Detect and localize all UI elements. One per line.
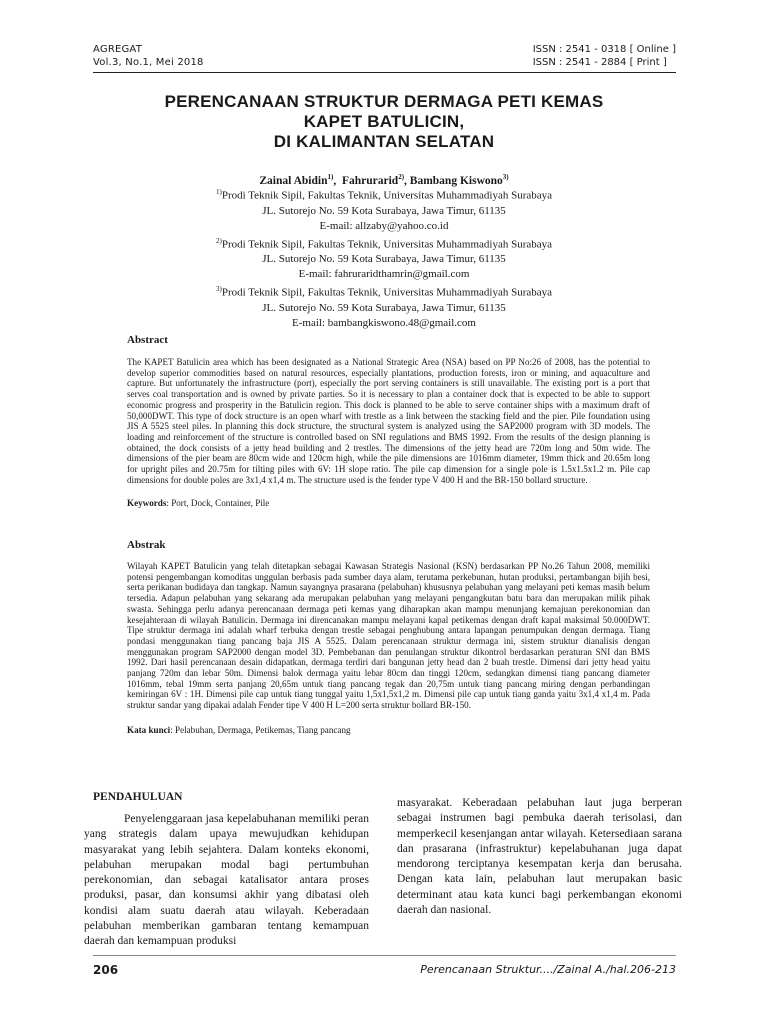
affiliation-address: JL. Sutorejo No. 59 Kota Surabaya, Jawa Timur, 61135 <box>262 301 506 314</box>
kata-kunci-line <box>127 725 650 736</box>
affiliation-3 <box>90 282 678 331</box>
author-list: Zainal Abidin$^{1)}$, Fahrurarid$^{2)}$, Bambang Kiswono$^{3)}$ <box>259 173 509 187</box>
author-sup: 1) <box>327 173 334 181</box>
keywords-line <box>127 498 650 509</box>
footer-divider <box>93 955 676 956</box>
title-line-1: PERENCANAAN STRUKTUR DERMAGA PETI KEMAS <box>164 92 604 111</box>
affiliation-sup: 1) <box>216 188 222 196</box>
author-sup: 3) <box>502 173 509 181</box>
title-line-2: KAPET BATULICIN, <box>303 112 465 131</box>
affiliation-institution: Prodi Teknik Sipil, Fakultas Teknik, Universitas Muhammadiyah Surabaya <box>221 238 552 251</box>
affiliation-institution: Prodi Teknik Sipil, Fakultas Teknik, Universitas Muhammadiyah Surabaya <box>221 286 552 299</box>
keywords-values: : Port, Dock, Container, Pile <box>166 498 270 509</box>
affiliations <box>90 185 678 331</box>
running-footer: Perencanaan Struktur..../Zainal A./hal.206-213 <box>420 963 676 976</box>
journal-volume: Vol.3, No.1, Mei 2018 <box>93 57 204 68</box>
author-sup: 2) <box>398 173 405 181</box>
abstrak-section <box>127 538 650 736</box>
abstract-heading: Abstract <box>127 334 168 346</box>
journal-name: AGREGAT <box>93 44 143 55</box>
affiliation-sup: 3) <box>216 285 222 294</box>
affiliation-address: JL. Sutorejo No. 59 Kota Surabaya, Jawa Timur, 61135 <box>262 204 506 217</box>
body-column-right: masyarakat. Keberadaan pelabuhan laut juga berperan sebagai instrumen bagi pembuka daerah terisolasi, dan memperkecil kesenjangan antar wilayah. Ketersediaan sarana dan prasarana (infrastruktur) kepelabuhanan juga dapat mendorong terciptanya kesempatan kerja dan berusaha. Dengan kata lain, pelabuhan laut merupakan basic determinant atau kata kunci bagi perkembangan ekonomi daerah dan nasional. <box>397 797 682 917</box>
section-heading-pendahuluan: PENDAHULUAN <box>93 791 183 803</box>
author-name: Fahrurarid <box>341 174 399 187</box>
paper-title <box>90 92 678 152</box>
affiliation-email: E-mail: fahrurаridthamrin@gmail.com <box>298 268 470 281</box>
issn-print: ISSN : 2541 - 2884 [ Print ] <box>532 57 667 68</box>
page-number: 206 <box>93 963 119 977</box>
affiliation-email: E-mail: allzaby@yahoo.co.id <box>319 219 449 232</box>
header-divider <box>93 72 676 73</box>
running-header-left <box>93 43 204 69</box>
affiliation-email: E-mail: bambangkiswono.48@gmail.com <box>292 316 476 329</box>
title-line-3: DI KALIMANTAN SELATAN <box>273 132 495 151</box>
affiliation-sup: 2) <box>216 236 222 245</box>
body-column-left: Penyelenggaraan jasa kepelabuhanan memiliki peran yang strategis dalam upaya mewujudkan kehidupan masyarakat yang lebih sejahtera. Dalam konteks ekonomi, pelabuhan merupakan modal bagi pertumbuhan perekonomian, dan sebagai katalisator antara proses produksi, pasar, dan konsumsi akhir yang dibatasi oleh kondisi alam suatu daerah atau wilayah. Keberadaan pelabuhan memberikan gambaran tentang kemampuan daerah dan kemampuan produksi <box>84 813 369 948</box>
running-header-right <box>533 43 676 69</box>
affiliation-institution: Prodi Teknik Sipil, Fakultas Teknik, Universitas Muhammadiyah Surabaya <box>221 189 552 202</box>
author-name: Zainal Abidin <box>259 174 328 187</box>
kata-kunci-values: : Pelabuhan, Dermaga, Petikemas, Tiang pancang <box>170 724 351 735</box>
keywords-label: Keywords <box>127 498 167 509</box>
affiliation-address: JL. Sutorejo No. 59 Kota Surabaya, Jawa Timur, 61135 <box>262 253 506 266</box>
abstrak-text: Wilayah KAPET Batulicin yang telah ditetapkan sebagai Kawasan Strategis Nasional (KSN) berdasarkan PP No.26 Tahun 2008, memiliki potensi pengembangan komoditas unggulan berbasis pada sumber daya alam, terutama perkebunan, hutan produksi, pertambangan bijih besi, serta perikanan budidaya dan tangkap. Namun sayangnya prasarana (pelabuhan) khususnya pelabuhan yang melayani peti kemas masih belum tersedia. Adapun pelabuhan yang sekarang ada merupakan pelabuhan yang melayani pengangkutan batu bara dan merupakan milik pihak swasta. Sehingga perlu adanya perencanaan dermaga peti kemas yang diharapkan akan mampu menunjang kemajuan perekonomian dan kesejahteraan di wilayah Batulicin. Dermaga ini direncanakan mampu melayani kapal petikemas dengan draft kapal maksimal 50.000DWT. Tipe struktur dermaga ini adalah wharf terbuka dengan trestle sebagai penghubung antara lapangan penumpukan dengan dermaga. Tiang pondasi menggunakan tiang pancang baja JIS A 5525. Dalam perencanaan struktur dermaga ini, sistem struktur dianalisis dengan menggunakan program SAP2000 dengan model 3D. Pembebanan dan penulangan struktur dikontrol berdasarkan peraturan SNI dan BMS 1992. Dari hasil perencanaan desain didapatkan, dermaga terdiri dari bangunan jetty head dan 2 buah trestle. Dimensi dari jetty head yaitu panjang 720m dan lebar 50m. Dimensi balok dermaga yaitu lebar 80cm dan tinggi 120cm, sedangkan dimensi tiang pancang diameter 1016mm, tebal 19mm serta panjang 20,65m untuk tiang pancang tegak dan 20,75m untuk tiang pancang miring dengan perbandingan kemiringan 6V : 1H. Dimensi pile cap untuk tiang tunggal yaitu 1,5x1,5x1,2 m. Dimensi pile cap untuk tiang ganda yaitu 3x1,4 x1,4 m. Pada struktur sandar yang dipakai adalah Fender tipe V 400 H L=200 serta struktur bollard BR-150. <box>127 561 650 711</box>
author-name: Bambang Kiswono <box>409 174 503 187</box>
kata-kunci-label: Kata kunci <box>127 724 171 735</box>
abstract-section <box>127 333 650 509</box>
affiliation-1 <box>90 185 678 234</box>
abstrak-heading: Abstrak <box>127 539 166 551</box>
issn-online: ISSN : 2541 - 0318 [ Online ] <box>532 44 676 55</box>
affiliation-2 <box>90 234 678 283</box>
abstract-text: The KAPET Batulicin area which has been designated as a National Strategic Area (NSA) based on PP No:26 of 2008, has the potential to develop superior commodities based on natural resources, especially plantations, production forests, iron or mining, and aquaculture and capture. But unfortunately the infrastructure (port), especially the port serving containers is still unavailable. The existing port is a port that serves coal transportation and is owned by private parties. So it is necessary to plan a container dock that is expected to be able to support economic progress and prosperity in the Batulicin region. This dock is planned to be able to serve container ships with a maximum draft of 50,000DWT. This type of dock structure is an open wharf with trestle as a link between the stacking field and the pier. Pile foundation using JIS A 5525 steel piles. In planning this dock structure, the structural system is analyzed using the SAP2000 program with 3D models. The loading and reinforcement of the structure is controlled based on SNI regulations and BMS 1992. From the results of the design planning is obtained, the dock consists of a jetty head building and 2 trestles. The dimensions of the jetty head are 720m long and 50m wide. The dimensions of the pier beam are 80cm wide and 120cm high, while the pile dimensions are 1016mm diameter, 19mm thick and 20.65m long for upright piles and 20.75m for tilting piles with 6V: 1H slope ratio. The pile cap dimension for a single pole is 1.5x1.5x1.2 m. Pile cap dimensions for double poles are 3x1,4 x1,4 m. The structure used is the fender type V 400 H and the BR-150 bollard structure. <box>127 357 650 485</box>
